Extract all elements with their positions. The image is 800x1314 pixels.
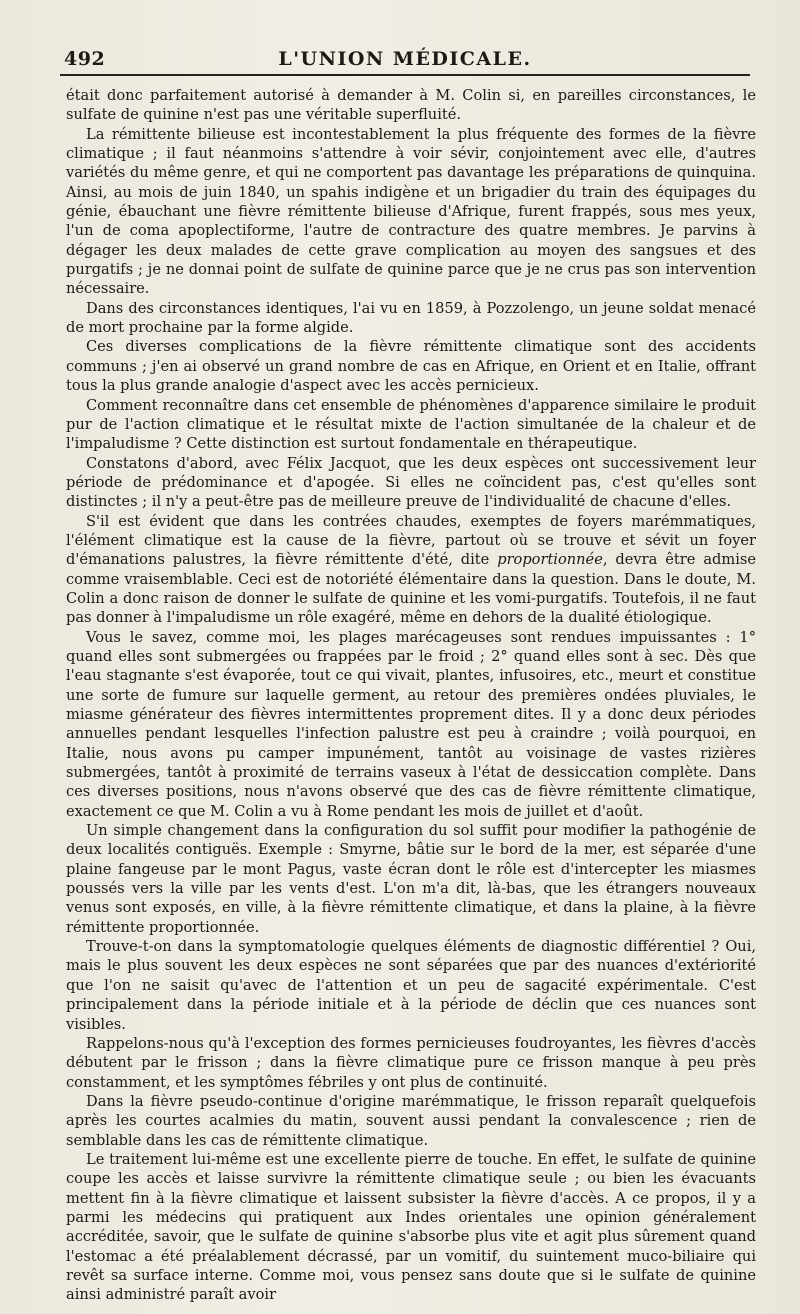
paragraph: La rémittente bilieuse est incontestablement la plus fréquente des formes de la fièvre climatique ; il faut néanmoins s'attendre à voir sévir, conjointement avec elle, d'autres variétés du même genre, et qui ne comportent pas davantage les préparations de quinquina. Ainsi, au mois de juin 1840, un spahis indigène et un brigadier du train des équipages du génie, ébauchant une fièvre rémittente bilieuse d'Afrique, furent frappés, sous mes yeux, l'un de coma apoplectiforme, l'autre de contracture des quatre membres. Je parvins à dégager les deux malades de cette grave complication au moyen des sangsues et des purgatifs ; je ne donnai point de sulfate de quinine parce que je ne crus pas son intervention nécessaire.: [66, 125, 756, 298]
paragraph: Rappelons-nous qu'à l'exception des formes pernicieuses foudroyantes, les fièvres d'accès débutent par le frisson ; dans la fièvre climatique pure ce frisson manque à peu près constamment, et les symptômes fébriles y ont plus de continuité.: [66, 1034, 756, 1091]
page-header: [60, 36, 750, 76]
paragraph: Vous le savez, comme moi, les plages marécageuses sont rendues impuissantes : 1° quand elles sont submergées ou frappées par le froid ; 2° quand elles sont à sec. Dès que l'eau stagnante s'est évaporée, tout ce qui vivait, plantes, infusoires, etc., meurt et constitue une sorte de fumure sur laquelle germent, au retour des premières ondées pluviales, le miasme générateur des fièvres intermittentes proprement dites. Il y a donc deux périodes annuelles pendant lesquelles l'infection palustre est peu à craindre ; voilà pourquoi, en Italie, nous avons pu camper impunément, tantôt au voisinage de vastes rizières submergées, tantôt à proximité de terrains vaseux à l'état de dessiccation complète. Dans ces diverses positions, nous n'avons observé que des cas de fièvre rémittente climatique, exactement ce que M. Colin a vu à Rome pendant les mois de juillet et d'août.: [66, 628, 756, 820]
paragraph-text: S'il est évident que dans les contrées chaudes, exemptes de foyers marémmatiques, l'élément climatique est la cause de la fièvre, partout où se trouve et sévit un foyer d'émanations palustres, la fièvre rémittente d'été, dite: [66, 512, 756, 569]
paragraph: Dans la fièvre pseudo-continue d'origine marémmatique, le frisson reparaît quelquefois après les courtes acalmies du matin, souvent aussi pendant la convalescence ; rien de semblable dans les cas de rémittente climatique.: [66, 1092, 756, 1149]
paragraph: [66, 512, 756, 628]
paragraph: Le traitement lui-même est une excellente pierre de touche. En effet, le sulfate de quinine coupe les accès et laisse survivre la rémittente climatique seule ; ou bien les évacuants mettent fin à la fièvre climatique et laissent subsister la fièvre d'accès. A ce propos, il y a parmi les médecins qui pratiquent aux Indes orientales une opinion généralement accréditée, savoir, que le sulfate de quinine s'absorbe plus vite et agit plus sûrement quand l'estomac a été préalablement décrassé, par un vomitif, du suintement muco-biliaire qui revêt sa surface interne. Comme moi, vous pensez sans doute que si le sulfate de quinine ainsi administré paraît avoir: [66, 1150, 756, 1304]
italic-term: proportionnée: [497, 551, 603, 569]
paragraph: Comment reconnaître dans cet ensemble de phénomènes d'apparence similaire le produit pur de l'action climatique et le résultat mixte de l'action simultanée de la chaleur et de l'impaludisme ? Cette distinction est surtout fondamentale en thérapeutique.: [66, 396, 756, 453]
running-head: L'UNION MÉDICALE.: [278, 48, 532, 70]
paragraph-text: , devra être admise comme vraisemblable. Ceci est de notoriété élémentaire dans la question. Dans le doute, M. Colin a donc raison de donner le sulfate de quinine et les vomi-purgatifs. Toutefois, il ne faut pas donner à l'impaludisme un rôle exagéré, même en dehors de la dualité étiologique.: [66, 551, 756, 627]
page-number: 492: [64, 48, 106, 70]
paragraph: était donc parfaitement autorisé à demander à M. Colin si, en pareilles circonstances, le sulfate de quinine n'est pas une véritable superfluité.: [66, 87, 756, 124]
paragraph: Constatons d'abord, avec Félix Jacquot, que les deux espèces ont successivement leur période de prédominance et d'apogée. Si elles ne coïncident pas, c'est qu'elles sont distinctes ; il n'y a peut-être pas de meilleure preuve de l'individualité de chacune d'elles.: [66, 454, 756, 511]
paragraph: Trouve-t-on dans la symptomatologie quelques éléments de diagnostic différentiel ? Oui, mais le plus souvent les deux espèces ne sont séparées que par des nuances d'extériorité que l'on ne saisit qu'avec de l'attention et un peu de sagacité expérimentale. C'est principalement dans la période initiale et à la période de déclin que ces nuances sont visibles.: [66, 938, 756, 1033]
header-rule: [60, 74, 750, 76]
paragraph: Un simple changement dans la configuration du sol suffit pour modifier la pathogénie de deux localités contiguës. Exemple : Smyrne, bâtie sur le bord de la mer, est séparée d'une plaine fangeuse par le mont Pagus, vaste écran dont le rôle est d'intercepter les miasmes poussés vers la ville par les vents d'est. L'on m'a dit, là-bas, que les étrangers nouveaux venus sont exposés, en ville, à la fièvre rémittente climatique, et dans la plaine, à la fièvre rémittente proportionnée.: [66, 822, 756, 936]
paragraph: Ces diverses complications de la fièvre rémittente climatique sont des accidents communs ; j'en ai observé un grand nombre de cas en Afrique, en Orient et en Italie, offrant tous la plus grande analogie d'aspect avec les accès pernicieux.: [66, 338, 756, 395]
paragraph: Dans des circonstances identiques, l'ai vu en 1859, à Pozzolengo, un jeune soldat menacé de mort prochaine par la forme algide.: [66, 299, 756, 337]
article-body: [66, 86, 756, 1305]
